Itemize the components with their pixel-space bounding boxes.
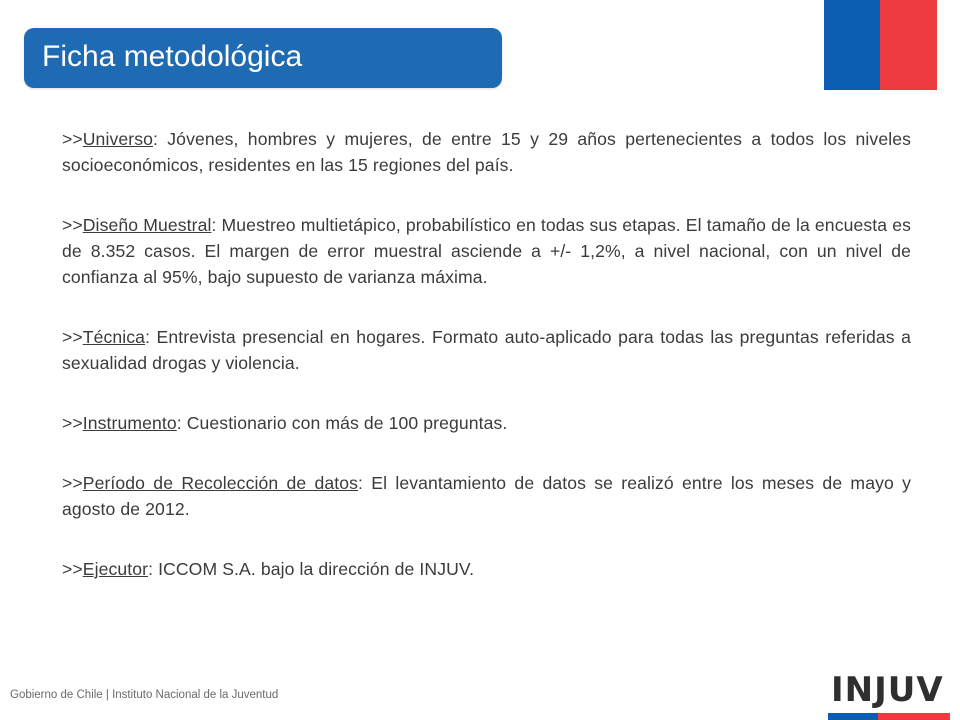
section-instrumento <box>62 410 911 436</box>
section-text: : Muestreo multietápico, probabilístico en todas sus etapas. El tamaño de la encuesta es de 8.352 casos. El margen de error muestral asciende a +/- 1,2%, a nivel nacional, con un nivel de confianza al 95%, bajo supuesto de varianza máxima. <box>62 215 911 287</box>
section-prefix: >> <box>62 215 83 235</box>
section-prefix: >> <box>62 413 83 433</box>
title-banner <box>24 28 502 88</box>
section-text: : Entrevista presencial en hogares. Formato auto-aplicado para todas las preguntas referidas a sexualidad drogas y violencia. <box>62 327 911 373</box>
section-prefix: >> <box>62 559 83 579</box>
section-term: Diseño Muestral <box>82 215 212 235</box>
section-term: Ejecutor <box>82 559 149 579</box>
section-text: : Jóvenes, hombres y mujeres, de entre 15 y 29 años pertenecientes a todos los niveles socioeconómicos, residentes en las 15 regiones del país. <box>62 129 911 175</box>
section-term: Técnica <box>82 327 146 347</box>
section-term: Período de Recolección de datos <box>82 473 359 493</box>
flag-red-stripe <box>880 0 937 90</box>
section-universo <box>62 126 911 178</box>
logo-red-stripe <box>878 713 950 720</box>
logo-wordmark: INJUV <box>831 670 944 710</box>
section-diseno-muestral <box>62 212 911 290</box>
section-text: : ICCOM S.A. bajo la dirección de INJUV. <box>148 559 475 579</box>
methodology-content <box>62 126 911 616</box>
section-periodo-recoleccion <box>62 470 911 522</box>
footer-credit: Gobierno de Chile | Instituto Nacional de la Juventud <box>10 689 279 701</box>
section-tecnica <box>62 324 911 376</box>
section-text: : El levantamiento de datos se realizó entre los meses de mayo y agosto de 2012. <box>62 473 911 519</box>
section-prefix: >> <box>62 327 83 347</box>
injuv-logo <box>828 664 950 720</box>
section-text: : Cuestionario con más de 100 preguntas. <box>176 413 508 433</box>
section-term: Universo <box>82 129 153 149</box>
logo-blue-stripe <box>828 713 878 720</box>
flag-blue-stripe <box>824 0 880 90</box>
section-prefix: >> <box>62 473 83 493</box>
page-title: Ficha metodológica <box>42 40 303 73</box>
section-ejecutor <box>62 556 911 582</box>
section-prefix: >> <box>62 129 83 149</box>
section-term: Instrumento <box>82 413 177 433</box>
